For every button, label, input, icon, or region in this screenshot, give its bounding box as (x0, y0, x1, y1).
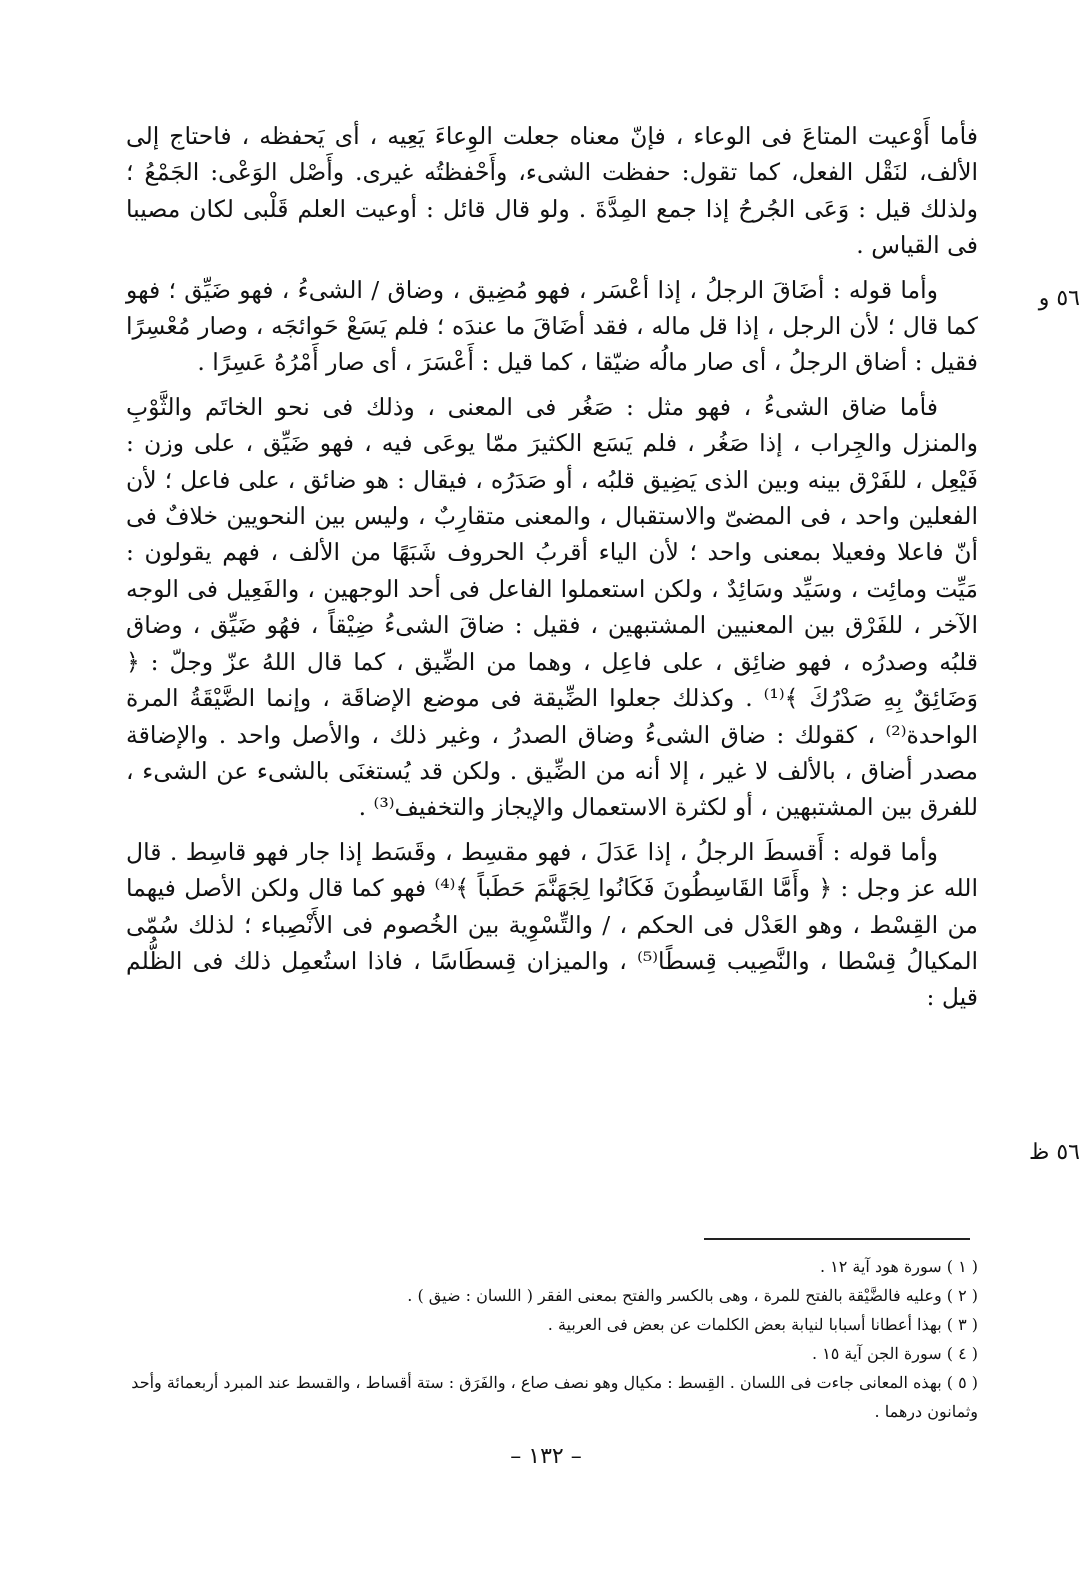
footnotes (126, 1252, 978, 1426)
footnote: ( ٢ ) وعليه فالضَّيْقة بالفتح للمرة ، وهى بالكسر والفتح بمعنى الفقر ( اللسان : ضيق ) . (407, 1286, 978, 1305)
footnote-divider (704, 1238, 970, 1240)
page-number: – ١٣٢ – (510, 1444, 582, 1469)
footnote: ( ٣ ) بهذا أعطانا أسبابا لنيابة بعض الكلمات عن بعض فى العربية . (547, 1315, 978, 1334)
footnote: ( ٥ ) بهذه المعانى جاءت فى اللسان . القِسط : مكيال وهو نصف صاع ، والفَرَق : ستة أقساط ، والقسط عند المبرد أربعمائة وأحد وثمانون درهما . (131, 1373, 978, 1421)
main-text (126, 118, 978, 1026)
paragraph: فأما ضاق الشىءُ ، فهو مثل : صَغُر فى المعنى ، وذلك فى نحو الخاتَم والثَّوْبِ والمنزل والجِراب ، إذا صَغُر ، فلم يَسَع الكثيرَ ممّا يوعَى فيه ، فهو ضَيِّق ، على وزن : فَيْعِل ، للفَرْق بينه وبين الذى يَضِيق قلبُه ، أو صَدَرُه ، فيقال : هو ضائق ، على فاعل ؛ لأن الفعلين واحد ، فى المضىّ والاستقبال ، والمعنى متقارِبٌ ، وليس بين النحويين خلافٌ فى أنّ فاعلا وفعيلا بمعنى واحد ؛ لأن الياء أقربُ الحروف شَبَهًا من الألف ، فهم يقولون : مَيِّت ومائِت ، وسَيِّد وسَائِدٌ ، ولكن استعملوا الفاعل فى أحد الوجهين ، والفَعِيل فى الوجه الآخر ، للفَرْق بين المعنيين المشتبهين ، فقيل : ضاقَ الشىءُ ضِيْقاً ، فهُو ضَيِّق ، وضاق قلبُه وصدرُه ، فهو ضائِق ، على فاعِل ، وهما من الضِّيق ، كما قال اللهُ عزّ وجلّ : ﴿ وَضَائِقٌ بِهِ صَدْرُكَ ﴾⁽¹⁾ . وكذلك جعلوا الضِّيقة فى موضع الإضاقَة ، وإنما الضَّيْقَةُ المرة الواحدة⁽²⁾ ، كقولك : ضاق الشىءُ وضاق الصدرُ ، وغير ذلك ، والأصل واحد . والإضاقة مصدر أضاق ، بالألف لا غير ، إلا أنه من الضِّيق . ولكن قد يُستغنَى بالشىء عن الشىء ، للفرق بين المشتبهين ، أو لكثرة الاستعمال والإيجاز والتخفيف⁽³⁾ . (126, 392, 979, 822)
paragraph: وأما قوله : أَقسطَ الرجلُ ، إذا عَدَلَ ، فهو مقسِط ، وقَسَط إذا جار فهو قاسِط . قال الله عز وجل : ﴿ وأَمَّا القَاسِطُونَ فَكَانُوا لِجَهَنَّمَ حَطَباً ﴾⁽⁴⁾ فهو كما قال ولكن الأصل فيهما من القِسْط ، وهو العَدْل فى الحكم ، / والتِّسْوِية بين الخُصوم فى الأَنْصِباء ؛ لذلك سُمّى المكيالُ قِسْطا ، والنَّصِيب قِسطًا⁽⁵⁾ ، والميزان قِسطَاسًا ، فاذا استُعمِل ذلك فى الظُّلم قيل : (126, 837, 979, 1012)
paragraph: فأما أَوْعيت المتاعَ فى الوعاء ، فإنّ معناه جعلت الوِعاءَ يَعِيه ، أى يَحفظه ، فاحتاج إلى الألف، لنَقْل الفعل، كما تقول: حفظت الشىء، وأَحْفظتُه غيرى. وأَصْل الوَعْى: الجَمْعُ ؛ ولذلك قيل : وَعَى الجُرحُ إذا جمع المِدَّةَ . ولو قال قائل : أوعيت العلم قَلْبى لكان مصيبا فى القياس . (126, 122, 978, 260)
footnote: ( ٤ ) سورة الجن آية ١٥ . (811, 1344, 978, 1363)
margin-folio-note: ٥٦ و (1038, 286, 1080, 311)
footnote: ( ١ ) سورة هود آية ١٢ . (819, 1257, 978, 1276)
paragraph: وأما قوله : أضَاقَ الرجلُ ، إذا أعْسَر ، فهو مُضِيق ، وضاق / الشىءُ ، فهو ضَيِّق ؛ فهو كما قال ؛ لأن الرجل ، إذا قل ماله ، فقد أضَاقَ ما عندَه ؛ فلم يَسَعْ حَوائجَه ، وصار مُعْسِرًا فقيل : أضاق الرجلُ ، أى صار مالُه ضيّقا ، كما قيل : أَعْسَرَ ، أى صار أَمْرُهُ عَسِرًا . (126, 275, 978, 377)
margin-folio-note: ٥٦ ظ (1029, 1140, 1080, 1165)
